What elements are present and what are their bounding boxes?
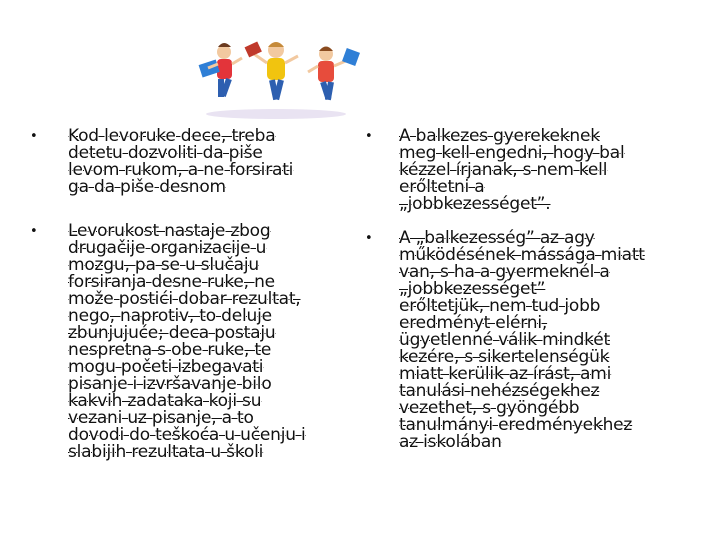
bullet-text: A balkezes gyerekeknek meg kell engedni, hogy bal kézzel írjanak, s nem kell erőltetni a „jobbkezességet”. xyxy=(399,126,625,214)
bullet-icon: • xyxy=(365,129,373,144)
bullet-icon: • xyxy=(30,224,38,239)
bullet-text: Kod levoruke dece, treba detetu dozvoliti da piše levom rukom, a ne forsirati ga da piše desnom xyxy=(68,126,294,197)
children-running-books-icon xyxy=(188,38,364,122)
bullet-text: A „balkezesség” az agy működésének mássága miatt van, s ha a gyermeknél a „jobbkezességet” erőltetjük, nem tud jobb eredményt elérni, ügyetlenné válik mindkét kezére, s sikertelenségük miatt kerülik az írást, ami tanulási nehézségekhez vezethet, s gyöngébb tanulmányi eredményekhez az iskolában xyxy=(399,228,645,452)
list-item xyxy=(30,223,360,461)
bullet-icon: • xyxy=(30,129,38,144)
list-item xyxy=(365,128,705,213)
left-column-serbian xyxy=(30,128,360,461)
list-item xyxy=(30,128,360,196)
bullet-text: Levorukost nastaje zbog drugačije organizacije u mozgu, pa se u slučaju forsiranja desne ruke, ne može postići dobar rezultat, nego, naprotiv, to deluje zbunjujuće; deca postaju nespretna s obe ruke, te mogu početi izbegavati pisanje i izvršavanje bilo kakvih zadataka koji su vezani uz pisanje, a to dovodi do teškoća u učenju i slabijih rezultata u školi xyxy=(68,221,306,462)
right-column-hungarian xyxy=(365,128,705,451)
bullet-icon: • xyxy=(365,231,373,246)
list-item xyxy=(365,230,705,451)
